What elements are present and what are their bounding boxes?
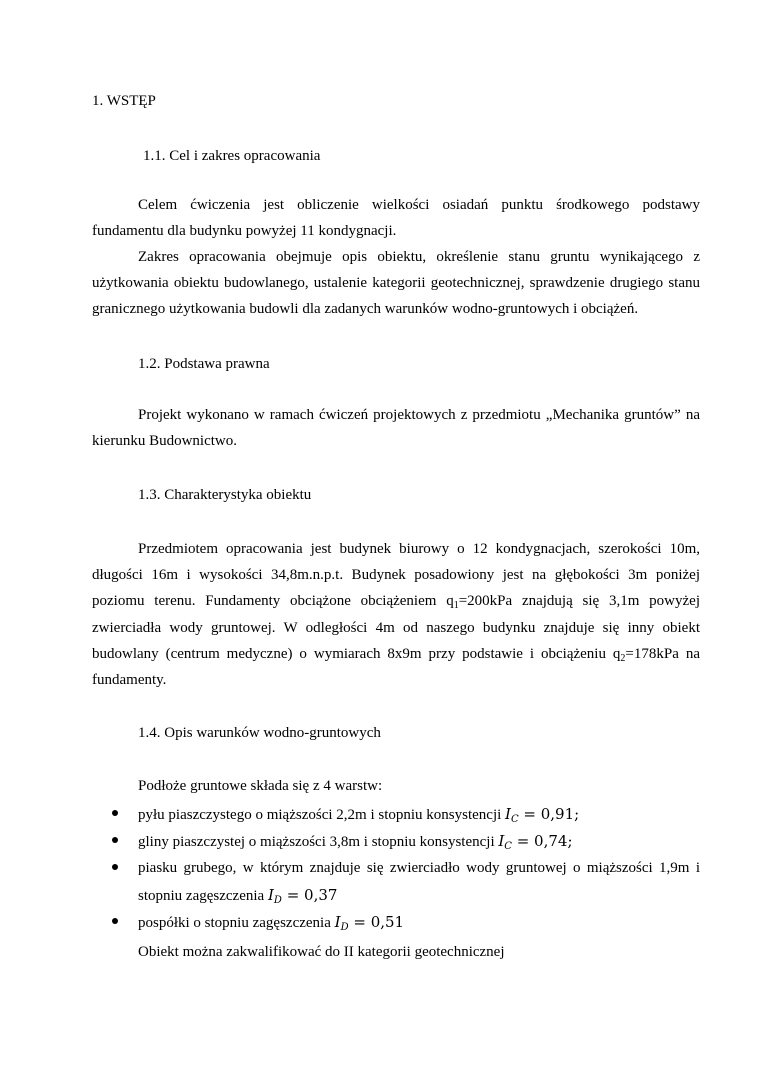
soil-intro: Podłoże gruntowe składa się z 4 warstw: (138, 778, 383, 794)
section-heading: 1. WSTĘP (92, 93, 156, 109)
bullet-icon (112, 864, 118, 870)
list-item (92, 855, 700, 908)
layer-text: pyłu piaszczystego o miąższości 2,2m i stopniu konsystencji (138, 807, 506, 823)
list-item (92, 828, 700, 855)
layer-symbol: I (267, 885, 274, 904)
bullet-icon (112, 837, 118, 843)
paragraph-scope: Zakres opracowania obejmuje opis obiektu, określenie stanu gruntu wynikającego z użytkowania obiektu budowlanego, ustalenie kategorii geotechnicznej, sprawdzenie drugiego stanu granicznego użytkowania budowli dla zadanych warunków wodno-gruntowych i obciążeń. (92, 249, 700, 318)
layer-symbol: I (334, 912, 341, 931)
layer-text: gliny piaszczystej o miąższości 3,8m i stopniu konsystencji (138, 834, 499, 851)
subsection-heading-1-2: 1.2. Podstawa prawna (138, 356, 270, 372)
subsection-heading-1-3: 1.3. Charakterystyka obiektu (138, 487, 312, 503)
layer-symbol-subscript: D (273, 894, 282, 906)
paragraph-object-description (92, 536, 700, 693)
layer-value: = 0,37 (281, 885, 338, 904)
layer-text: pospółki o stopniu zagęszczenia (138, 914, 335, 931)
layer-symbol: I (498, 832, 505, 851)
load-subscript-1: 1 (453, 600, 459, 612)
bullet-icon (112, 810, 118, 816)
layer-value: = 0,51 (348, 912, 405, 931)
geotechnical-category-note: Obiekt można zakwalifikować do II kategorii geotechnicznej (138, 944, 505, 960)
layer-symbol-subscript: D (340, 921, 349, 933)
load-subscript-2: 2 (620, 652, 626, 664)
object-text-a: Przedmiotem opracowania jest budynek biurowy o 12 kondygnacjach, szerokości 10m, długości 16m i wysokości 34,8m.n.p.t. Budynek posadowiony jest na głębokości 3m poniżej poziomu terenu. Fundamenty obciążone obciążeniem q (92, 541, 700, 610)
layer-symbol-subscript: C (510, 814, 519, 825)
list-item (92, 909, 700, 936)
object-text-b: =200kPa znajdują się 3,1m powyżej zwierciadła wody gruntowej. W odległości 4m od naszego budynku znajduje się inny obiekt budowlany (centrum medyczne) o wymiarach 8x9m przy podstawie i obciążeniu q (92, 593, 700, 662)
layer-symbol-subscript: C (504, 841, 512, 853)
subsection-heading-1-1: 1.1. Cel i zakres opracowania (143, 148, 321, 164)
object-text-c: =178kPa na fundamenty. (92, 645, 700, 689)
soil-layer-list (92, 801, 700, 936)
paragraph-legal-basis: Projekt wykonano w ramach ćwiczeń projektowych z przedmiotu „Mechanika gruntów” na kierunku Budownictwo. (92, 407, 700, 450)
paragraph-goal: Celem ćwiczenia jest obliczenie wielkości osiadań punktu środkowego podstawy fundamentu dla budynku powyżej 11 kondygnacji. (92, 197, 700, 240)
layer-symbol: I (505, 805, 511, 823)
layer-value: = 0,91; (518, 805, 580, 823)
subsection-heading-1-4: 1.4. Opis warunków wodno-gruntowych (138, 725, 381, 741)
layer-text: piasku grubego, w którym znajduje się zwierciadło wody gruntowej o miąższości 1,9m i stopniu zagęszczenia (138, 860, 700, 904)
list-item (92, 801, 700, 828)
bullet-icon (112, 918, 118, 924)
layer-value: = 0,74; (511, 832, 573, 851)
